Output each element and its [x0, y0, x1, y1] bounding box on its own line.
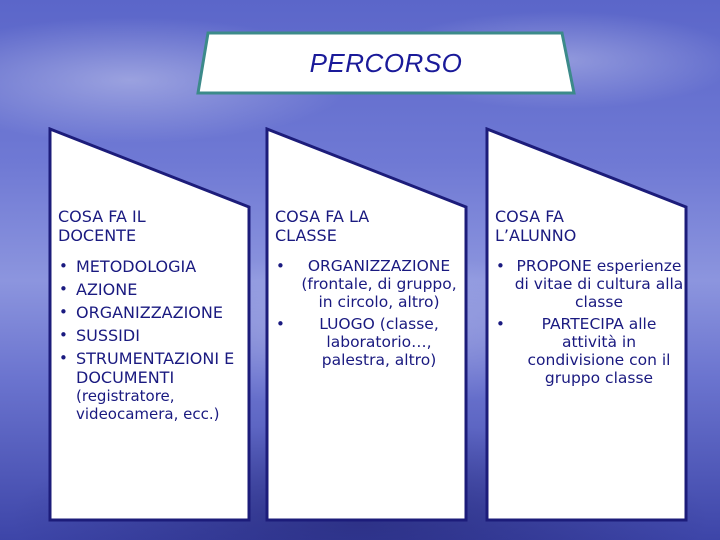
list-item: • PROPONE esperienze di vitae di cultura alla classe	[496, 257, 684, 311]
page-title: PERCORSO	[309, 47, 463, 78]
panel-docente-heading: COSA FA IL DOCENTE	[58, 207, 146, 245]
panel-alunno-heading: COSA FA L’ALUNNO	[495, 207, 577, 245]
list-item: • LUOGO (classe, laboratorio…, palestra, altro)	[276, 315, 439, 369]
panel-docente	[48, 127, 251, 522]
list-item: • METODOLOGIA	[59, 257, 197, 276]
list-item: • AZIONE	[59, 280, 138, 299]
list-item: • PARTECIPA alle attività in condivisione con il gruppo classe	[496, 315, 671, 387]
panel-classe-heading: COSA FA LA CLASSE	[275, 207, 370, 245]
list-item: • STRUMENTAZIONI E DOCUMENTI (registratore, videocamera, ecc.)	[59, 349, 235, 423]
list-item: • SUSSIDI	[59, 326, 140, 345]
list-item: • ORGANIZZAZIONE (frontale, di gruppo, in circolo, altro)	[276, 257, 457, 311]
panel-alunno	[485, 127, 688, 522]
title-banner	[196, 31, 576, 95]
panel-classe	[265, 127, 468, 522]
list-item: • ORGANIZZAZIONE	[59, 303, 223, 322]
